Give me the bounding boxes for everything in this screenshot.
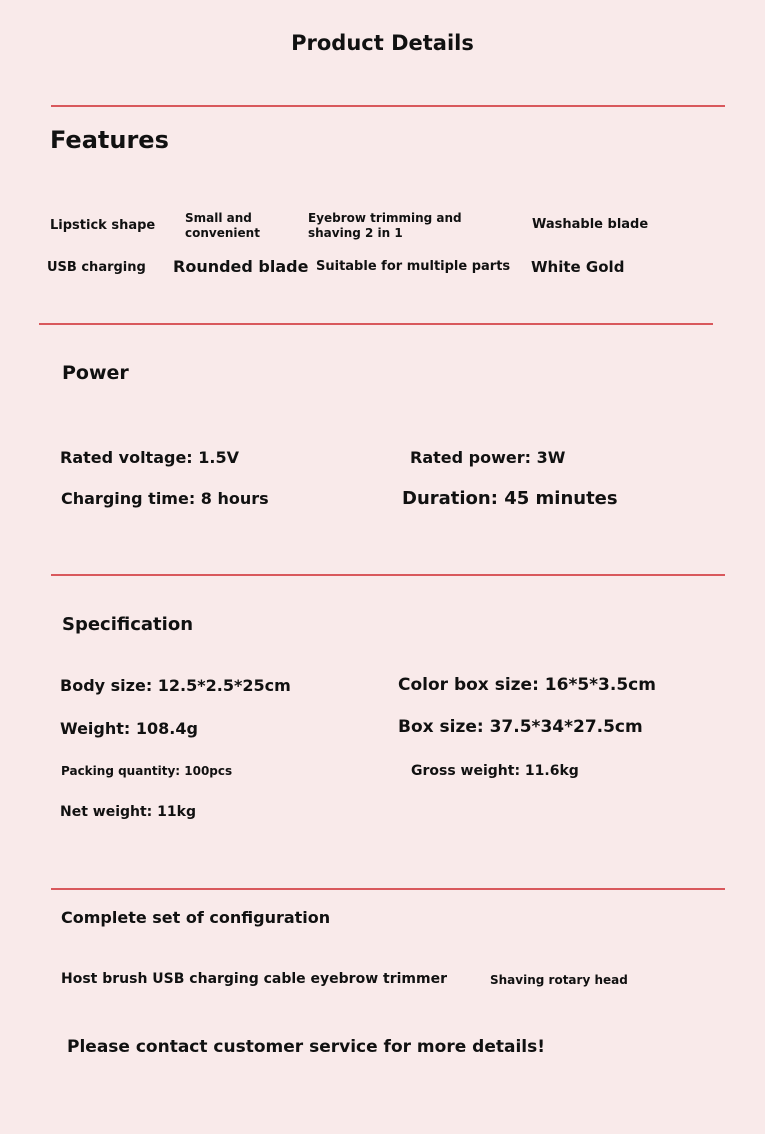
feature-item: Suitable for multiple parts bbox=[316, 259, 511, 274]
feature-item: Small and convenient bbox=[185, 211, 260, 240]
feature-item: Eyebrow trimming and shaving 2 in 1 bbox=[308, 211, 462, 240]
features-heading: Features bbox=[50, 126, 169, 154]
body-size: Body size: 12.5*2.5*25cm bbox=[60, 676, 291, 695]
packing-quantity: Packing quantity: 100pcs bbox=[61, 764, 233, 778]
weight: Weight: 108.4g bbox=[60, 719, 198, 738]
power-heading: Power bbox=[62, 362, 129, 384]
feature-item: USB charging bbox=[47, 260, 146, 275]
rated-voltage: Rated voltage: 1.5V bbox=[60, 448, 239, 467]
duration: Duration: 45 minutes bbox=[402, 488, 618, 509]
box-size: Box size: 37.5*34*27.5cm bbox=[398, 717, 643, 737]
specification-heading: Specification bbox=[62, 614, 194, 635]
feature-item: Washable blade bbox=[532, 217, 649, 232]
divider bbox=[51, 105, 725, 107]
divider bbox=[39, 323, 713, 325]
rated-power: Rated power: 3W bbox=[410, 448, 566, 467]
page-title: Product Details bbox=[291, 31, 474, 55]
configuration-item: Shaving rotary head bbox=[490, 973, 628, 987]
feature-item: Rounded blade bbox=[173, 257, 309, 276]
divider bbox=[51, 574, 725, 576]
color-box-size: Color box size: 16*5*3.5cm bbox=[398, 675, 656, 695]
configuration-heading: Complete set of configuration bbox=[61, 908, 331, 927]
gross-weight: Gross weight: 11.6kg bbox=[411, 763, 579, 779]
feature-item: Lipstick shape bbox=[50, 218, 156, 233]
configuration-item: Host brush USB charging cable eyebrow trimmer bbox=[61, 971, 447, 987]
divider bbox=[51, 888, 725, 890]
feature-item: White Gold bbox=[531, 258, 625, 276]
net-weight: Net weight: 11kg bbox=[60, 804, 196, 820]
footer-note: Please contact customer service for more details! bbox=[67, 1037, 545, 1057]
charging-time: Charging time: 8 hours bbox=[61, 489, 269, 508]
